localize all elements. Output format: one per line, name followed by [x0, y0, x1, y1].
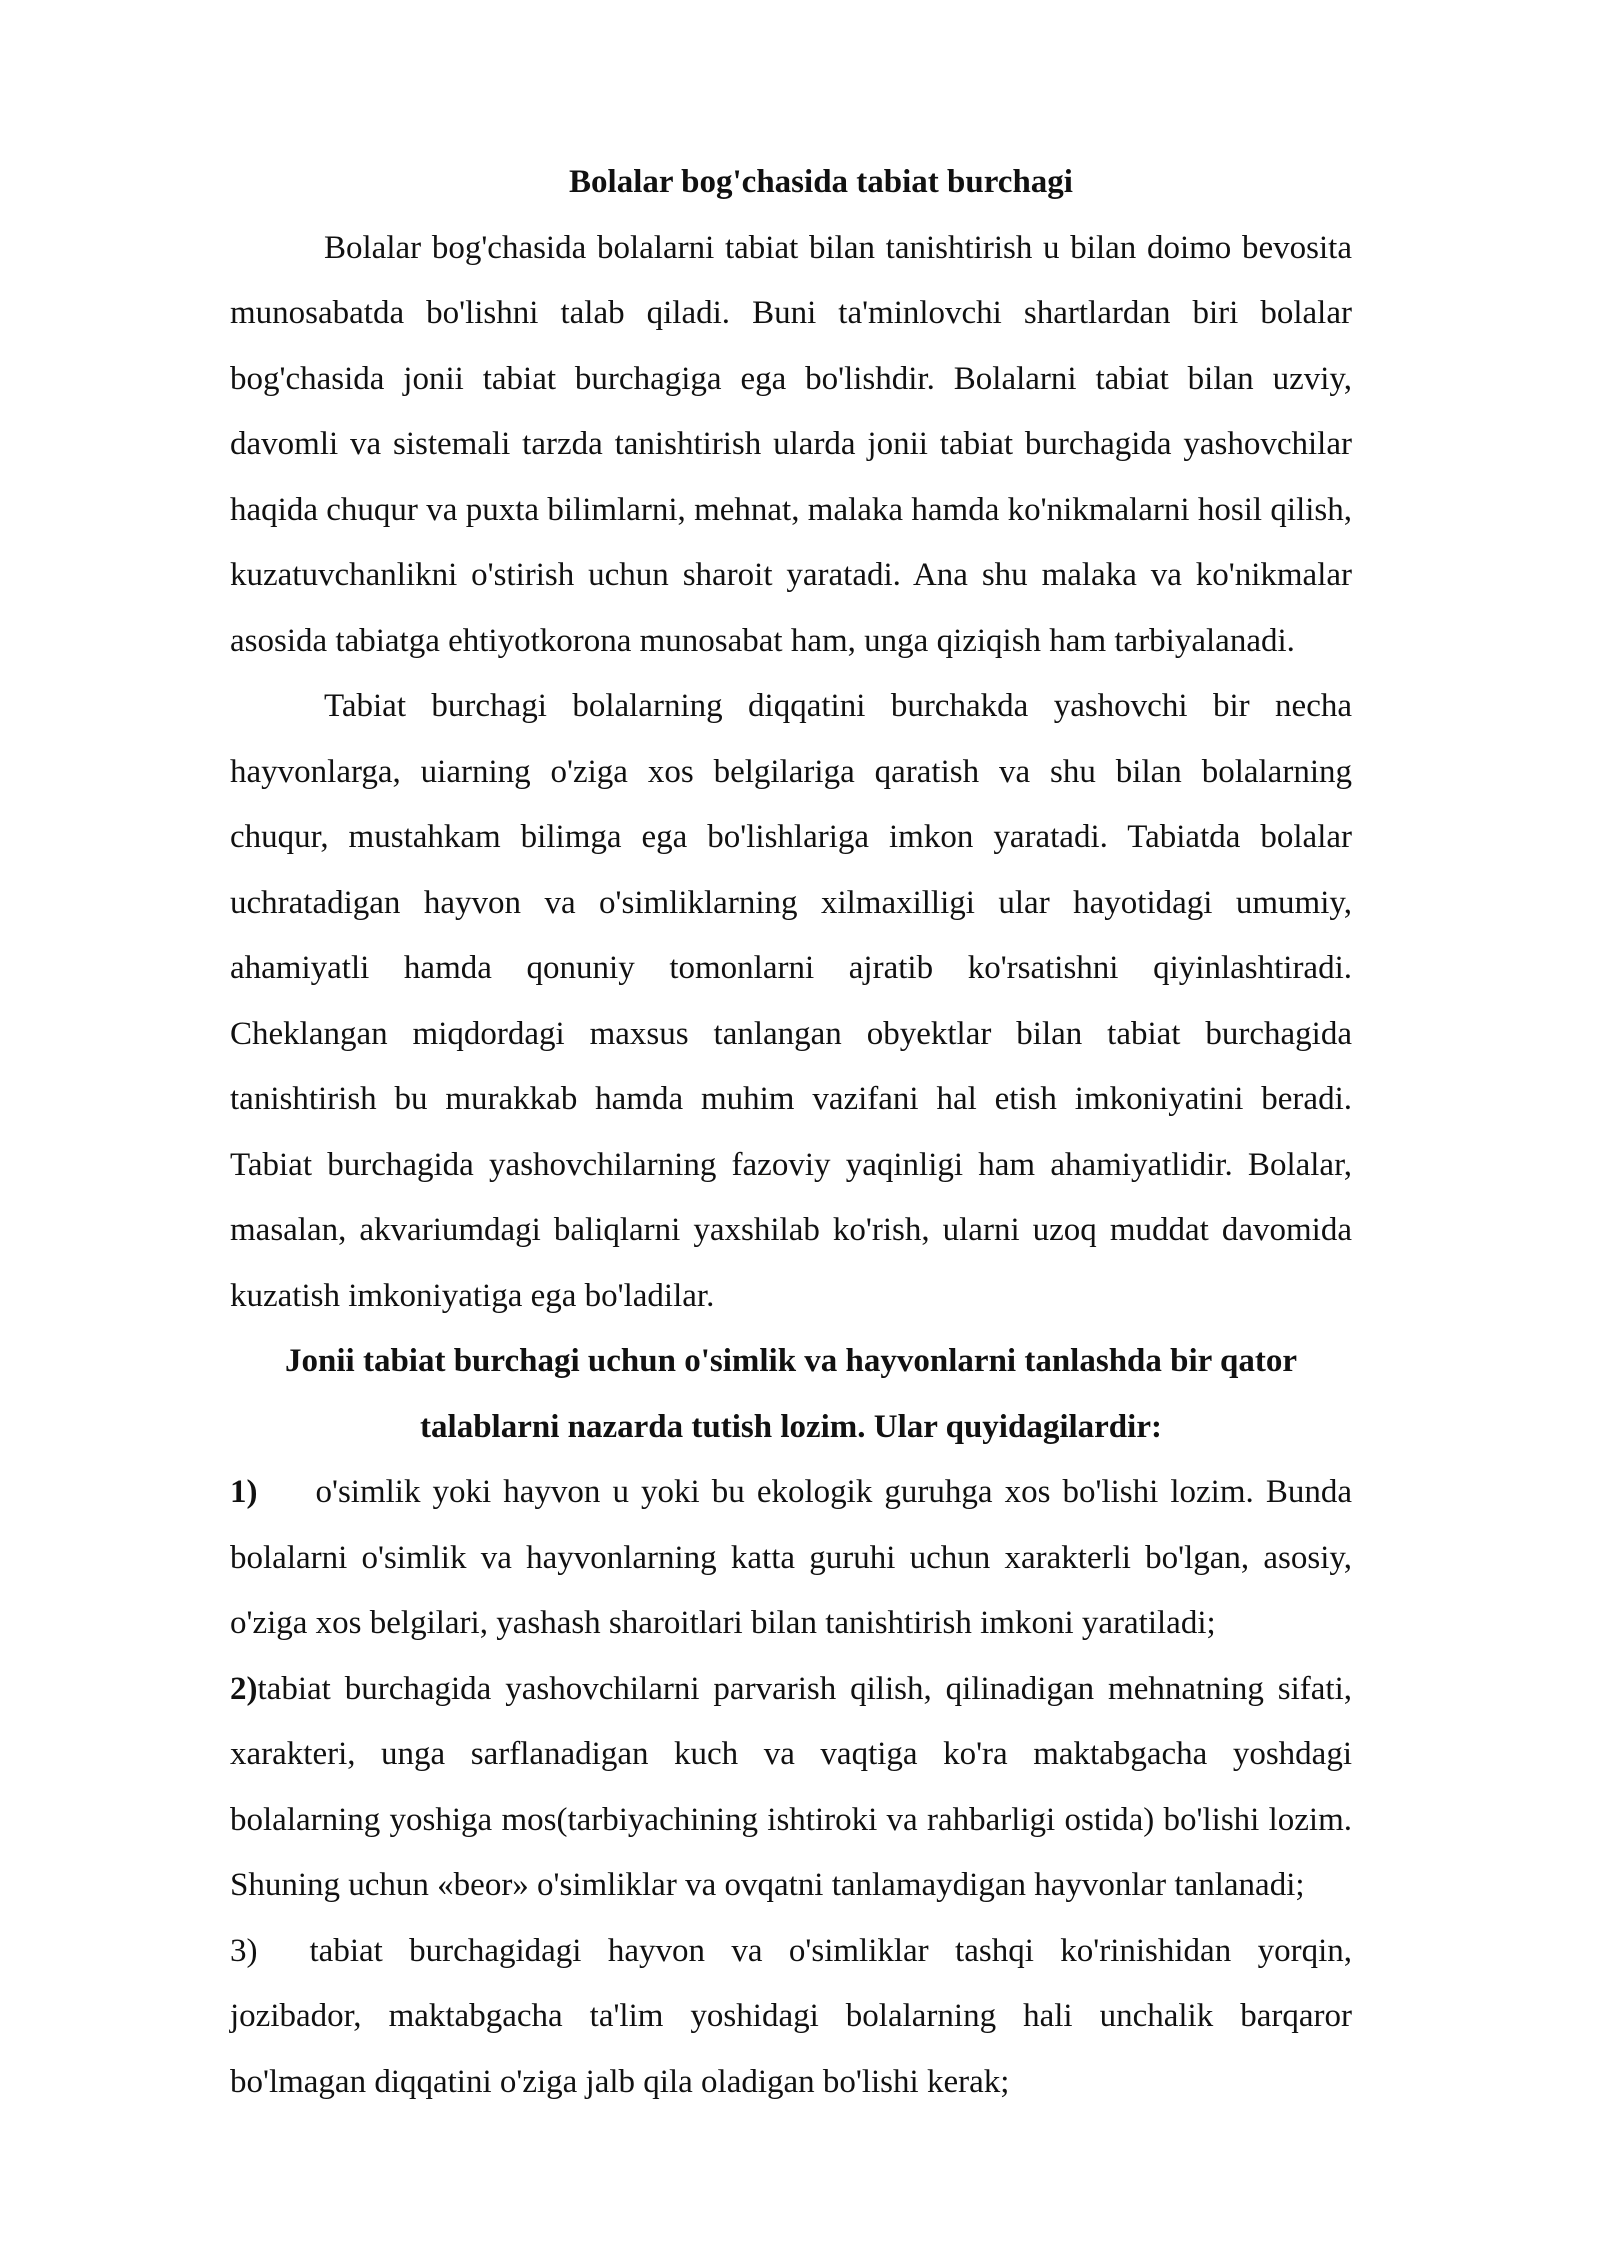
paragraph-intro: Bolalar bog'chasida bolalarni tabiat bilan tanishtirish u bilan doimo bevosita munosabatda bo'lishni talab qiladi. Buni ta'minlovchi shartlardan biri bolalar bog'chasida jonii tabiat burchagiga ega bo'lishdir. Bolalarni tabiat bilan uzviy, davomli va sistemali tarzda tanishtirish ularda jonii tabiat burchagida yashovchilar haqida chuqur va puxta bilimlarni, mehnat, malaka hamda ko'nikmalarni hosil qilish, kuzatuvchanlikni o'stirish uchun sharoit yaratadi. Ana shu malaka va ko'nikmalar asosida tabiatga ehtiyotkorona munosabat ham, unga qiziqish ham tarbiyalanadi. — [230, 229, 1352, 659]
list-item-2 — [230, 1657, 1352, 1919]
list-number: 3) — [230, 1932, 258, 1969]
list-item-text: o'simlik yoki hayvon u yoki bu ekologik guruhga xos bo'lishi lozim. Bunda bolalarni o'simlik va hayvonlarning katta guruhi uchun xarakterli bo'lgan, asosiy, o'ziga xos belgilari, yashash sharoitlari bilan tanishtirish imkoni yaratiladi; — [230, 1474, 1352, 1641]
list-item-3 — [230, 1919, 1352, 2116]
list-number: 2) — [230, 1670, 258, 1707]
list-item-text: tabiat burchagida yashovchilarni parvarish qilish, qilinadigan mehnatning sifati, xarakteri, unga sarflanadigan kuch va vaqtiga ko'ra maktabgacha yoshdagi bolalarning yoshiga mos(tarbiyachining ishtiroki va rahbarligi ostida) bo'lishi lozim. Shuning uchun «beor» o'simliklar va ovqatni tanlamaydigan hayvonlar tanlanadi; — [230, 1670, 1352, 1903]
paragraph-nature-corner: Tabiat burchagi bolalarning diqqatini burchakda yashovchi bir necha hayvonlarga, uiarning o'ziga xos belgilariga qaratish va shu bilan bolalarning chuqur, mustahkam bilimga ega bo'lishlariga imkon yaratadi. Tabiatda bolalar uchratadigan hayvon va o'simliklarning xilmaxilligi ular hayotidagi umumiy, ahamiyatli hamda qonuniy tomonlarni ajratib ko'rsatishni qiyinlashtiradi. Cheklangan miqdordagi maxsus tanlangan obyektlar bilan tabiat burchagida tanishtirish bu murakkab hamda muhim vazifani hal etish imkoniyatini beradi. Tabiat burchagida yashovchilarning fazoviy yaqinligi ham ahamiyatlidir. Bolalar, masalan, akvariumdagi baliqlarni yaxshilab ko'rish, ularni uzoq muddat davomida kuzatish imkoniyatiga ega bo'ladilar. — [230, 688, 1352, 1314]
document-body — [230, 150, 1352, 2115]
list-item-1 — [230, 1460, 1352, 1657]
list-number: 1) — [230, 1474, 258, 1510]
section-subheading: Jonii tabiat burchagi uchun o'simlik va hayvonlarni tanlashda bir qator talablarni nazarda tutish lozim. Ular quyidagilardir: — [285, 1343, 1297, 1445]
document-title: Bolalar bog'chasida tabiat burchagi — [569, 164, 1073, 200]
list-item-text: tabiat burchagidagi hayvon va o'simliklar tashqi ko'rinishidan yorqin, jozibador, maktabgacha ta'lim yoshidagi bolalarning hali unchalik barqaror bo'lmagan diqqatini o'ziga jalb qila oladigan bo'lishi kerak; — [230, 1932, 1352, 2100]
